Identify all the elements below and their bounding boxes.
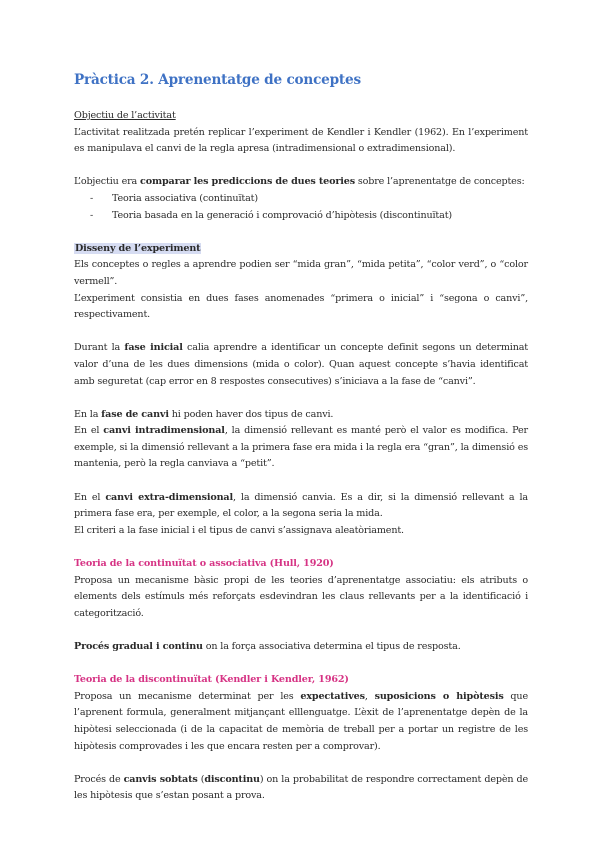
discontinuitat-heading: Teoria de la discontinuïtat (Kendler i Kendler, 1962) [74, 674, 349, 686]
disseny-p7: El criteri a la fase inicial i el tipus de canvi s’assignava aleatòriament. [74, 524, 404, 536]
continuitat-heading: Teoria de la continuïtat o associativa (Hull, 1920) [74, 558, 334, 570]
page-title: Pràctica 2. Aprenentatge de conceptes [74, 72, 361, 88]
continuitat-p1: Proposa un mecanisme bàsic propi de les teories d’aprenentatge associatiu: els atributs o elements dels estímuls més reforçats esdevindran les claus rellevants per a la identificació i categorització. [74, 574, 528, 619]
disseny-p6: En el canvi extra-dimensional, la dimensió canvia. Es a dir, si la dimensió rellevant a la primera fase era, per exemple, el color, a la segona seria la mida. [74, 491, 528, 520]
disseny-p1: Els conceptes o regles a aprendre podien ser “mida gran”, “mida petita”, “color verd”, o “color vermell”. [74, 259, 528, 287]
objectiu-heading: Objectiu de l’activitat [74, 110, 176, 121]
document-body [74, 70, 528, 805]
disseny-p2: L’experiment consistia en dues fases anomenades “primera o inicial” i “segona o canvi”, respectivament. [74, 292, 528, 321]
discontinuitat-p2: Procés de canvis sobtats (discontinu) on la probabilitat de respondre correctament depèn de les hipòtesis que s’estan posant a prova. [74, 773, 529, 802]
objectiu-paragraph: L’activitat realitzada pretén replicar l’experiment de Kendler i Kendler (1962). En l’experiment es manipulava el canvi de la regla apresa (intradimensional o extradimensional). [74, 126, 528, 155]
disseny-heading: Disseny de l’experiment [75, 242, 201, 254]
theories-list [74, 191, 528, 224]
continuitat-p2: Procés gradual i continu on la força associativa determina el tipus de resposta. [74, 641, 461, 652]
disseny-p4: En la fase de canvi hi poden haver dos tipus de canvi. [74, 408, 334, 420]
list-item: - Teoria basada en la generació i comprovació d’hipòtesis (discontinuïtat) [90, 208, 528, 225]
objectiu-aim: L’objectiu era comparar les prediccions de dues teories sobre l’aprenentatge de conceptes: [74, 176, 525, 188]
discontinuitat-p1: Proposa un mecanisme determinat per les expectatives, suposicions o hipòtesis que l’aprenent formula, generalment mitjançant elllenguatge. L’èxit de l’aprenentatge depèn de la hipòtesi seleccionada (i de la capacitat de memòria de treball per a portar un registre de les hipòtesis comprovades i les que encara resten per a comprovar). [74, 690, 528, 752]
disseny-p3: Durant la fase inicial calia aprendre a identificar un concepte definit segons un determinat valor d’una de les dues dimensions (mida o color). Quan aquest concepte s’havia identificat amb seguretat (cap error en 8 respostes consecutives) s’iniciava a la fase de “canvi”. [74, 342, 528, 387]
disseny-p5: En el canvi intradimensional, la dimensió rellevant es manté però el valor es modifica. Per exemple, si la dimensió rellevant a la primera fase era mida i la regla era “gran”, la dimensió es mantenia, però la regla canviava a “petit”. [74, 425, 528, 470]
list-item: - Teoria associativa (continuïtat) [90, 191, 528, 208]
